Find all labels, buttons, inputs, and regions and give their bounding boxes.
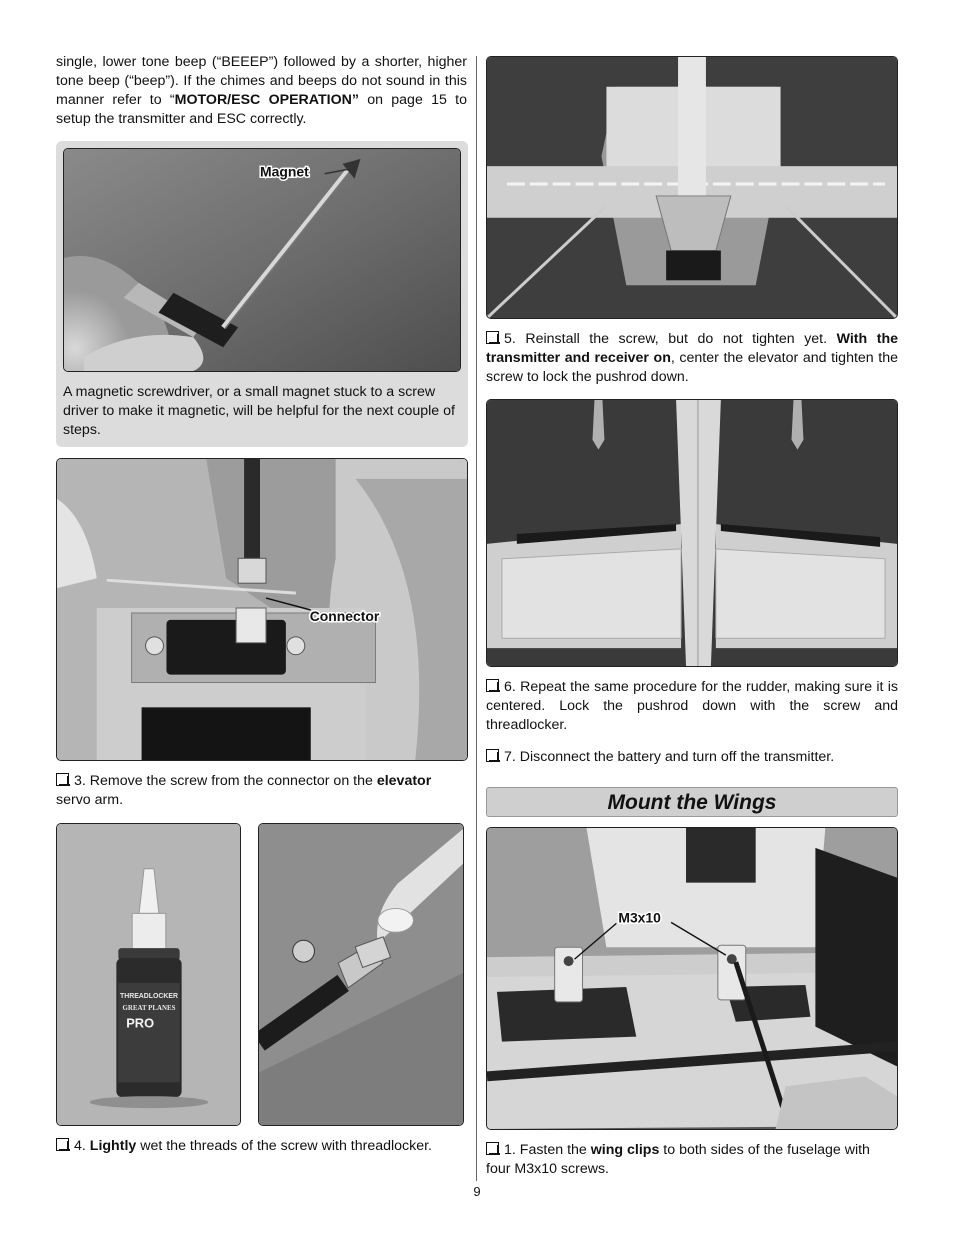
step-5: 5. Reinstall the screw, but do not tighten yet. With the transmitter and receiver on, center the elevator and tighten the screw to lock the pushrod down. [486, 331, 898, 385]
bottle-product: PRO [126, 1015, 155, 1031]
section-heading-mount-wings: Mount the Wings [486, 787, 898, 817]
connector-photo [56, 458, 468, 761]
screw-threads-photo [258, 823, 464, 1126]
magnet-screwdriver-photo [63, 148, 461, 372]
page-number: 9 [473, 1184, 481, 1199]
step-6: 6. Repeat the same procedure for the rudder, making sure it is centered. Lock the pushrod down with the screw and threadlocker. [486, 679, 898, 733]
step-7: 7. Disconnect the battery and turn off the transmitter. [486, 748, 898, 767]
wing-step-1-checkbox[interactable] [486, 1142, 499, 1155]
connector-label: Connector [309, 607, 380, 624]
bottle-brand-top: THREADLOCKER [120, 992, 178, 1000]
m3x10-label: M3x10 [618, 909, 661, 926]
wing-step-1: 1. Fasten the wing clips to both sides of the fuselage with four M3x10 screws. [486, 1142, 870, 1177]
magnet-caption: A magnetic screwdriver, or a small magnet stuck to a screw driver to make it magnetic, will be helpful for the next couple of steps. [63, 384, 455, 438]
column-divider [476, 56, 477, 1181]
bottle-brand: GREAT PLANES [122, 1004, 176, 1012]
elevator-pushrod-photo [486, 56, 898, 319]
magnet-label: Magnet [260, 163, 309, 180]
step-3: 3. Remove the screw from the connector on the elevator servo arm. [56, 773, 432, 808]
tail-rudder-photo [486, 399, 898, 667]
step-7-checkbox[interactable] [486, 749, 499, 762]
step-4: 4. Lightly wet the threads of the screw with threadlocker. [56, 1137, 468, 1156]
step-5-checkbox[interactable] [486, 331, 499, 344]
step-6-checkbox[interactable] [486, 679, 499, 692]
step-4-checkbox[interactable] [56, 1138, 69, 1151]
threadlocker-bottle-photo [56, 823, 241, 1126]
step-3-checkbox[interactable] [56, 773, 69, 786]
wing-clips-photo [486, 827, 898, 1130]
intro-paragraph: single, lower tone beep (“BEEEP”) followed by a shorter, higher tone beep (“beep”). If the chimes and beeps do not sound in this manner refer to “MOTOR/ESC OPERATION” on page 15 to setup the transmitter and ESC correctly. [56, 54, 467, 127]
